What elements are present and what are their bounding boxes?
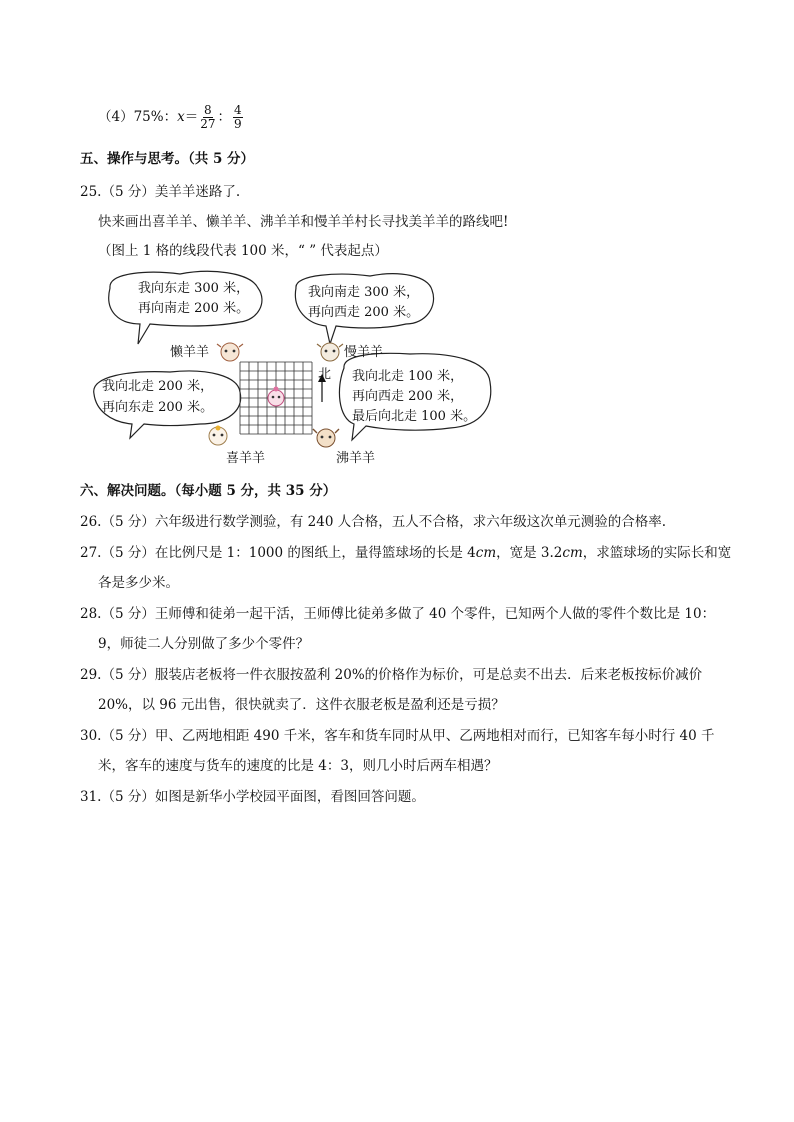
- q29-line2: 20%，以 96 元出售，很快就卖了．这件衣服老板是盈利还是亏损？: [98, 697, 505, 713]
- fraction-8-27: $\frac{8}{27}$: [200, 103, 216, 131]
- bubble-xi-line1: 我向北走 200 米，: [102, 379, 214, 394]
- q24-4-equation: （4）75%：x＝ $\frac{8}{27}$ ： $\frac{4}{9}$: [98, 103, 242, 131]
- man-sheep-icon: [317, 343, 343, 361]
- q25-line3: （图上 1 格的线段代表 100 米，“ ” 代表起点）: [98, 243, 388, 259]
- name-man: 慢羊羊: [344, 345, 384, 360]
- north-arrow: [318, 367, 331, 402]
- name-fei: 沸羊羊: [336, 451, 376, 466]
- q25-line2: 快来画出喜羊羊、懒羊羊、沸羊羊和慢羊羊村长寻找美羊羊的路线吧!: [98, 214, 509, 230]
- bubble-lan: [109, 271, 262, 344]
- q30-line1: 30.（5 分）甲、乙两地相距 490 千米，客车和货车同时从甲、乙两地相对而行，已知客车每小时行 40 千: [80, 728, 715, 744]
- q31-line1: 31.（5 分）如图是新华小学校园平面图，看图回答问题。: [80, 789, 425, 805]
- route-figure: [90, 268, 500, 468]
- bubble-man-line1: 我向南走 300 米，: [308, 285, 420, 300]
- q27-line1: 27.（5 分）在比例尺是 1：1000 的图纸上，量得篮球场的长是 4cm，宽是 3.2cm，求篮球场的实际长和宽: [80, 545, 732, 561]
- fei-sheep-icon: [313, 429, 339, 447]
- q28-line1: 28.（5 分）王师傅和徒弟一起干活，王师傅比徒弟多做了 40 个零件，已知两个人做的零件个数比是 10：: [80, 606, 716, 622]
- bubble-lan-line2: 再向南走 200 米。: [138, 301, 250, 316]
- bubble-fei-line3: 最后向北走 100 米。: [352, 409, 477, 424]
- bubble-lan-line1: 我向东走 300 米，: [138, 281, 250, 296]
- lan-sheep-icon: [217, 343, 243, 361]
- name-xi: 喜羊羊: [226, 451, 266, 466]
- name-lan: 懒羊羊: [170, 345, 210, 360]
- section-5-title: 五、操作与思考。（共 5 分）: [80, 151, 255, 167]
- q28-line2: 9，师徒二人分别做了多少个零件？: [98, 636, 310, 652]
- bubble-fei-line2: 再向西走 200 米，: [352, 389, 464, 404]
- bubble-man: [295, 274, 433, 344]
- xi-sheep-icon: [209, 426, 227, 446]
- bubble-fei-line1: 我向北走 100 米，: [352, 369, 464, 384]
- bubble-fei: [339, 353, 490, 440]
- section-6-title: 六、解决问题。（每小题 5 分，共 35 分）: [80, 483, 337, 499]
- fraction-4-9: $\frac{4}{9}$: [234, 103, 242, 131]
- q29-line1: 29.（5 分）服装店老板将一件衣服按盈利 20%的价格作为标价，可是总卖不出去．后来老板按标价减价: [80, 667, 703, 683]
- bubble-man-line2: 再向西走 200 米。: [308, 305, 420, 320]
- bubble-xi-line2: 再向东走 200 米。: [102, 400, 214, 415]
- q30-line2: 米，客车的速度与货车的速度的比是 4：3，则几小时后两车相遇？: [98, 758, 498, 774]
- q25-line1: 25.（5 分）美羊羊迷路了.: [80, 184, 241, 200]
- q26-line1: 26.（5 分）六年级进行数学测验，有 240 人合格，五人不合格，求六年级这次单元测验的合格率.: [80, 514, 666, 530]
- north-label: 北: [318, 367, 332, 382]
- mei-sheep-icon: [268, 387, 284, 407]
- q27-line2: 各是多少米。: [98, 575, 179, 591]
